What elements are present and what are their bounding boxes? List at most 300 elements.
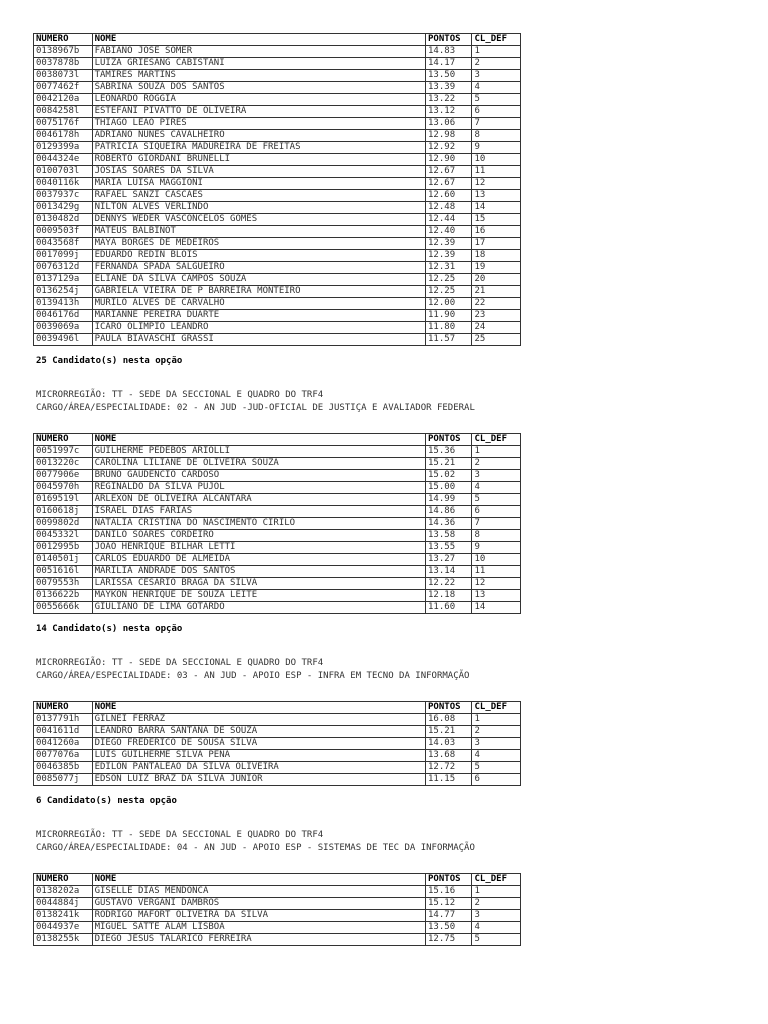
candidate-rank: 16	[472, 226, 521, 238]
candidate-name: RODRIGO MAFORT OLIVEIRA DA SILVA	[92, 910, 425, 922]
candidate-number: 0039496l	[34, 334, 93, 346]
name-header: NOME	[92, 702, 425, 714]
candidate-name: FERNANDA SPADA SALGUEIRO	[92, 262, 425, 274]
table-row	[34, 542, 521, 554]
candidate-name: CAROLINA LILIANE DE OLIVEIRA SOUZA	[92, 458, 425, 470]
candidate-rank: 10	[472, 554, 521, 566]
result-section	[33, 389, 733, 635]
candidate-name: JOAO HENRIQUE BILHAR LETTI	[92, 542, 425, 554]
candidate-rank: 1	[472, 46, 521, 58]
section-header	[36, 657, 733, 683]
table-body	[34, 446, 521, 614]
candidate-rank: 5	[472, 934, 521, 946]
candidate-number: 0046178h	[34, 130, 93, 142]
table-row	[34, 214, 521, 226]
candidate-number: 0012995b	[34, 542, 93, 554]
table-row	[34, 274, 521, 286]
candidate-number: 0037937c	[34, 190, 93, 202]
candidate-points: 12.39	[426, 250, 472, 262]
candidate-number: 0046176d	[34, 310, 93, 322]
candidate-points: 13.50	[426, 922, 472, 934]
table-row	[34, 226, 521, 238]
candidate-name: NILTON ALVES VERLINDO	[92, 202, 425, 214]
candidate-rank: 11	[472, 566, 521, 578]
table-row	[34, 166, 521, 178]
candidate-rank: 19	[472, 262, 521, 274]
table-row	[34, 446, 521, 458]
candidate-rank: 2	[472, 726, 521, 738]
candidate-name: LUIZA GRIESANG CABISTANI	[92, 58, 425, 70]
candidate-number: 0138967b	[34, 46, 93, 58]
candidate-rank: 4	[472, 82, 521, 94]
table-row	[34, 482, 521, 494]
candidate-name: EDUARDO REDIN BLOIS	[92, 250, 425, 262]
candidate-points: 12.75	[426, 934, 472, 946]
candidate-number: 0160618j	[34, 506, 93, 518]
candidate-points: 12.67	[426, 166, 472, 178]
section-gap	[33, 415, 733, 433]
table-row	[34, 58, 521, 70]
candidate-name: GIULIANO DE LIMA GOTARDO	[92, 602, 425, 614]
candidate-points: 15.21	[426, 458, 472, 470]
candidate-points: 14.77	[426, 910, 472, 922]
table-row	[34, 190, 521, 202]
candidate-rank: 4	[472, 750, 521, 762]
candidate-rank: 14	[472, 602, 521, 614]
candidate-name: SABRINA SOUZA DOS SANTOS	[92, 82, 425, 94]
candidate-points: 14.83	[426, 46, 472, 58]
rank-header: CL_DEF	[472, 702, 521, 714]
candidate-number: 0051997c	[34, 446, 93, 458]
candidate-name: DIEGO FREDERICO DE SOUSA SILVA	[92, 738, 425, 750]
result-section	[33, 33, 733, 367]
table-row	[34, 106, 521, 118]
candidate-number: 0044884j	[34, 898, 93, 910]
table-header	[34, 702, 521, 714]
candidate-rank: 23	[472, 310, 521, 322]
candidate-rank: 24	[472, 322, 521, 334]
table-body	[34, 46, 521, 346]
candidate-name: MAYA BORGES DE MEDEIROS	[92, 238, 425, 250]
candidate-rank: 6	[472, 774, 521, 786]
candidate-number: 0013220c	[34, 458, 93, 470]
candidate-name: MURILO ALVES DE CARVALHO	[92, 298, 425, 310]
table-row	[34, 46, 521, 58]
candidate-rank: 3	[472, 910, 521, 922]
candidate-points: 11.60	[426, 602, 472, 614]
candidate-name: MARILIA ANDRADE DOS SANTOS	[92, 566, 425, 578]
table-row	[34, 70, 521, 82]
candidate-name: MAYKON HENRIQUE DE SOUZA LEITE	[92, 590, 425, 602]
table-row	[34, 118, 521, 130]
candidate-number: 0076312d	[34, 262, 93, 274]
candidate-points: 14.86	[426, 506, 472, 518]
candidate-name: RAFAEL SANZI CASCAES	[92, 190, 425, 202]
section-gap	[33, 855, 733, 873]
candidate-rank: 5	[472, 494, 521, 506]
candidate-points: 13.55	[426, 542, 472, 554]
section-header	[36, 829, 733, 855]
table-row	[34, 94, 521, 106]
candidate-name: LEANDRO BARRA SANTANA DE SOUZA	[92, 726, 425, 738]
candidate-number: 0139413h	[34, 298, 93, 310]
table-header	[34, 874, 521, 886]
candidate-number: 0136622b	[34, 590, 93, 602]
table-body	[34, 886, 521, 946]
candidate-points: 13.12	[426, 106, 472, 118]
number-header: NÚMERO	[34, 874, 93, 886]
candidate-number: 0138202a	[34, 886, 93, 898]
candidate-rank: 4	[472, 922, 521, 934]
table-header	[34, 34, 521, 46]
candidate-points: 12.48	[426, 202, 472, 214]
candidate-number: 0045970h	[34, 482, 93, 494]
candidate-name: DIEGO JESUS TALARICO FERREIRA	[92, 934, 425, 946]
table-row	[34, 590, 521, 602]
candidate-number: 0045332l	[34, 530, 93, 542]
results-table	[33, 433, 521, 614]
candidate-number: 0136254j	[34, 286, 93, 298]
candidate-name: DENNYS WEDER VASCONCELOS GOMES	[92, 214, 425, 226]
candidate-rank: 3	[472, 70, 521, 82]
table-row	[34, 886, 521, 898]
candidate-points: 15.21	[426, 726, 472, 738]
candidate-name: ADRIANO NUNES CAVALHEIRO	[92, 130, 425, 142]
candidate-rank: 11	[472, 166, 521, 178]
candidate-points: 13.27	[426, 554, 472, 566]
candidate-number: 0100703l	[34, 166, 93, 178]
candidate-points: 12.22	[426, 578, 472, 590]
candidate-rank: 2	[472, 898, 521, 910]
microregion-line: MICRORREGIÃO: TT - SEDE DA SECCIONAL E QUADRO DO TRF4	[36, 658, 324, 668]
table-row	[34, 178, 521, 190]
candidate-points: 13.50	[426, 70, 472, 82]
candidate-rank: 13	[472, 190, 521, 202]
number-header: NÚMERO	[34, 702, 93, 714]
candidate-name: MIGUEL SATTE ALAM LISBOA	[92, 922, 425, 934]
candidate-number: 0042120a	[34, 94, 93, 106]
results-document	[33, 33, 733, 946]
number-header: NÚMERO	[34, 434, 93, 446]
candidate-points: 12.40	[426, 226, 472, 238]
position-line: CARGO/ÁREA/ESPECIALIDADE: 04 - AN JUD - APOIO ESP - SISTEMAS DE TEC DA INFORMAÇÃO	[36, 843, 475, 853]
results-table	[33, 873, 521, 946]
candidate-name: GUSTAVO VERGANI DAMBROS	[92, 898, 425, 910]
candidate-rank: 22	[472, 298, 521, 310]
candidate-number: 0129399a	[34, 142, 93, 154]
name-header: NOME	[92, 874, 425, 886]
table-row	[34, 250, 521, 262]
candidate-rank: 1	[472, 886, 521, 898]
candidate-number: 0085077j	[34, 774, 93, 786]
candidate-number: 0137129a	[34, 274, 93, 286]
section-header	[36, 389, 733, 415]
candidate-rank: 7	[472, 518, 521, 530]
candidate-rank: 13	[472, 590, 521, 602]
candidate-points: 12.25	[426, 274, 472, 286]
table-row	[34, 130, 521, 142]
result-section	[33, 657, 733, 807]
table-row	[34, 714, 521, 726]
candidate-number: 0138241k	[34, 910, 93, 922]
candidate-points: 12.00	[426, 298, 472, 310]
candidate-name: TAMIRES MARTINS	[92, 70, 425, 82]
candidate-name: MARIA LUISA MAGGIONI	[92, 178, 425, 190]
candidate-count: 6 Candidato(s) nesta opção	[36, 796, 177, 806]
rank-header: CL_DEF	[472, 874, 521, 886]
candidate-points: 13.14	[426, 566, 472, 578]
candidate-rank: 9	[472, 542, 521, 554]
candidate-points: 13.58	[426, 530, 472, 542]
results-table	[33, 33, 521, 346]
table-row	[34, 238, 521, 250]
header-row	[34, 34, 521, 46]
candidate-points: 15.00	[426, 482, 472, 494]
candidate-name: JOSIAS SOARES DA SILVA	[92, 166, 425, 178]
candidate-rank: 12	[472, 178, 521, 190]
table-row	[34, 518, 521, 530]
candidate-rank: 3	[472, 470, 521, 482]
rank-header: CL_DEF	[472, 434, 521, 446]
microregion-line: MICRORREGIÃO: TT - SEDE DA SECCIONAL E QUADRO DO TRF4	[36, 830, 324, 840]
candidate-number: 0169519l	[34, 494, 93, 506]
section-gap	[33, 683, 733, 701]
table-row	[34, 898, 521, 910]
candidate-name: GISELLE DIAS MENDONCA	[92, 886, 425, 898]
candidate-number: 0130482d	[34, 214, 93, 226]
candidate-name: ISRAEL DIAS FARIAS	[92, 506, 425, 518]
candidate-rank: 10	[472, 154, 521, 166]
table-row	[34, 726, 521, 738]
header-row	[34, 434, 521, 446]
candidate-name: PATRICIA SIQUEIRA MADUREIRA DE FREITAS	[92, 142, 425, 154]
table-row	[34, 910, 521, 922]
candidate-points: 13.06	[426, 118, 472, 130]
table-row	[34, 554, 521, 566]
candidate-points: 15.16	[426, 886, 472, 898]
candidate-number: 0039069a	[34, 322, 93, 334]
table-row	[34, 310, 521, 322]
candidate-name: ELIANE DA SILVA CAMPOS SOUZA	[92, 274, 425, 286]
candidate-rank: 5	[472, 762, 521, 774]
candidate-points: 11.57	[426, 334, 472, 346]
candidate-number: 0055666k	[34, 602, 93, 614]
candidate-rank: 17	[472, 238, 521, 250]
candidate-number: 0079553h	[34, 578, 93, 590]
candidate-name: GABRIELA VIEIRA DE P BARREIRA MONTEIRO	[92, 286, 425, 298]
table-row	[34, 750, 521, 762]
candidate-points: 12.39	[426, 238, 472, 250]
table-row	[34, 934, 521, 946]
table-row	[34, 154, 521, 166]
header-row	[34, 874, 521, 886]
header-row	[34, 702, 521, 714]
candidate-name: ROBERTO GIORDANI BRUNELLI	[92, 154, 425, 166]
table-row	[34, 530, 521, 542]
table-row	[34, 494, 521, 506]
candidate-points: 12.25	[426, 286, 472, 298]
candidate-rank: 8	[472, 530, 521, 542]
name-header: NOME	[92, 34, 425, 46]
candidate-number: 0037878b	[34, 58, 93, 70]
name-header: NOME	[92, 434, 425, 446]
candidate-name: GILNEI FERRAZ	[92, 714, 425, 726]
candidate-number: 0077462f	[34, 82, 93, 94]
table-row	[34, 82, 521, 94]
candidate-points: 12.92	[426, 142, 472, 154]
candidate-points: 14.03	[426, 738, 472, 750]
table-row	[34, 566, 521, 578]
candidate-points: 12.90	[426, 154, 472, 166]
candidate-number: 0046385b	[34, 762, 93, 774]
candidate-number: 0038073l	[34, 70, 93, 82]
candidate-name: PAULA BIAVASCHI GRASSI	[92, 334, 425, 346]
table-row	[34, 506, 521, 518]
candidate-points: 11.90	[426, 310, 472, 322]
candidate-rank: 8	[472, 130, 521, 142]
candidate-points: 12.44	[426, 214, 472, 226]
candidate-name: EDSON LUIZ BRAZ DA SILVA JUNIOR	[92, 774, 425, 786]
candidate-points: 14.99	[426, 494, 472, 506]
candidate-points: 12.67	[426, 178, 472, 190]
table-row	[34, 142, 521, 154]
candidate-rank: 2	[472, 58, 521, 70]
candidate-count: 14 Candidato(s) nesta opção	[36, 624, 183, 634]
candidate-number: 0077906e	[34, 470, 93, 482]
candidate-number: 0099802d	[34, 518, 93, 530]
candidate-name: EDILON PANTALEAO DA SILVA OLIVEIRA	[92, 762, 425, 774]
candidate-rank: 1	[472, 446, 521, 458]
candidate-number: 0009503f	[34, 226, 93, 238]
table-row	[34, 458, 521, 470]
position-line: CARGO/ÁREA/ESPECIALIDADE: 03 - AN JUD - APOIO ESP - INFRA EM TECNO DA INFORMAÇÃO	[36, 671, 470, 681]
candidate-points: 11.80	[426, 322, 472, 334]
candidate-name: NATALIA CRISTINA DO NASCIMENTO CIRILO	[92, 518, 425, 530]
table-row	[34, 762, 521, 774]
candidate-number: 0140501j	[34, 554, 93, 566]
candidate-name: ESTEFANI PIVATTO DE OLIVEIRA	[92, 106, 425, 118]
table-row	[34, 922, 521, 934]
candidate-name: CARLOS EDUARDO DE ALMEIDA	[92, 554, 425, 566]
candidate-name: THIAGO LEAO PIRES	[92, 118, 425, 130]
candidate-rank: 15	[472, 214, 521, 226]
candidate-number: 0051616l	[34, 566, 93, 578]
points-header: PONTOS	[426, 434, 472, 446]
candidate-number: 0013429g	[34, 202, 93, 214]
candidate-points: 13.68	[426, 750, 472, 762]
candidate-name: LARISSA CESARIO BRAGA DA SILVA	[92, 578, 425, 590]
candidate-number: 0043568f	[34, 238, 93, 250]
candidate-name: LEONARDO ROGGIA	[92, 94, 425, 106]
candidate-points: 13.22	[426, 94, 472, 106]
results-table	[33, 701, 521, 786]
points-header: PONTOS	[426, 34, 472, 46]
candidate-number: 0041260a	[34, 738, 93, 750]
candidate-name: MARIANNE PEREIRA DUARTE	[92, 310, 425, 322]
candidate-rank: 5	[472, 94, 521, 106]
candidate-name: ARLEXON DE OLIVEIRA ALCANTARA	[92, 494, 425, 506]
candidate-points: 11.15	[426, 774, 472, 786]
table-row	[34, 202, 521, 214]
candidate-points: 12.98	[426, 130, 472, 142]
table-body	[34, 714, 521, 786]
candidate-rank: 2	[472, 458, 521, 470]
table-row	[34, 322, 521, 334]
candidate-number: 0044324e	[34, 154, 93, 166]
candidate-points: 12.72	[426, 762, 472, 774]
candidate-rank: 25	[472, 334, 521, 346]
candidate-points: 15.36	[426, 446, 472, 458]
number-header: NÚMERO	[34, 34, 93, 46]
candidate-rank: 14	[472, 202, 521, 214]
rank-header: CL_DEF	[472, 34, 521, 46]
candidate-rank: 1	[472, 714, 521, 726]
candidate-rank: 7	[472, 118, 521, 130]
candidate-points: 14.36	[426, 518, 472, 530]
candidate-name: LUIS GUILHERME SILVA PENA	[92, 750, 425, 762]
points-header: PONTOS	[426, 874, 472, 886]
table-header	[34, 434, 521, 446]
table-row	[34, 298, 521, 310]
candidate-name: MATEUS BALBINOT	[92, 226, 425, 238]
position-line: CARGO/ÁREA/ESPECIALIDADE: 02 - AN JUD -JUD-OFICIAL DE JUSTIÇA E AVALIADOR FEDERAL	[36, 403, 475, 413]
candidate-name: BRUNO GAUDENCIO CARDOSO	[92, 470, 425, 482]
candidate-number: 0084258l	[34, 106, 93, 118]
candidate-name: ICARO OLIMPIO LEANDRO	[92, 322, 425, 334]
table-row	[34, 286, 521, 298]
points-header: PONTOS	[426, 702, 472, 714]
candidate-points: 16.08	[426, 714, 472, 726]
table-row	[34, 334, 521, 346]
table-row	[34, 578, 521, 590]
table-row	[34, 774, 521, 786]
candidate-number: 0075176f	[34, 118, 93, 130]
table-row	[34, 602, 521, 614]
candidate-number: 0044937e	[34, 922, 93, 934]
candidate-rank: 21	[472, 286, 521, 298]
table-row	[34, 738, 521, 750]
candidate-number: 0077076a	[34, 750, 93, 762]
candidate-points: 14.17	[426, 58, 472, 70]
result-section	[33, 829, 733, 946]
candidate-rank: 3	[472, 738, 521, 750]
candidate-rank: 20	[472, 274, 521, 286]
table-row	[34, 262, 521, 274]
candidate-points: 15.12	[426, 898, 472, 910]
candidate-name: DANILO SOARES CORDEIRO	[92, 530, 425, 542]
candidate-rank: 9	[472, 142, 521, 154]
candidate-points: 12.18	[426, 590, 472, 602]
candidate-number: 0041611d	[34, 726, 93, 738]
candidate-rank: 18	[472, 250, 521, 262]
candidate-points: 15.02	[426, 470, 472, 482]
candidate-points: 13.39	[426, 82, 472, 94]
candidate-count: 25 Candidato(s) nesta opção	[36, 356, 183, 366]
candidate-number: 0138255k	[34, 934, 93, 946]
candidate-name: REGINALDO DA SILVA PUJOL	[92, 482, 425, 494]
candidate-number: 0137791h	[34, 714, 93, 726]
table-row	[34, 470, 521, 482]
candidate-rank: 4	[472, 482, 521, 494]
candidate-number: 0017099j	[34, 250, 93, 262]
candidate-name: GUILHERME PEDEBOS ARIOLLI	[92, 446, 425, 458]
candidate-rank: 12	[472, 578, 521, 590]
candidate-rank: 6	[472, 106, 521, 118]
candidate-name: FABIANO JOSE SOMER	[92, 46, 425, 58]
candidate-rank: 6	[472, 506, 521, 518]
microregion-line: MICRORREGIÃO: TT - SEDE DA SECCIONAL E QUADRO DO TRF4	[36, 390, 324, 400]
candidate-number: 0040116k	[34, 178, 93, 190]
